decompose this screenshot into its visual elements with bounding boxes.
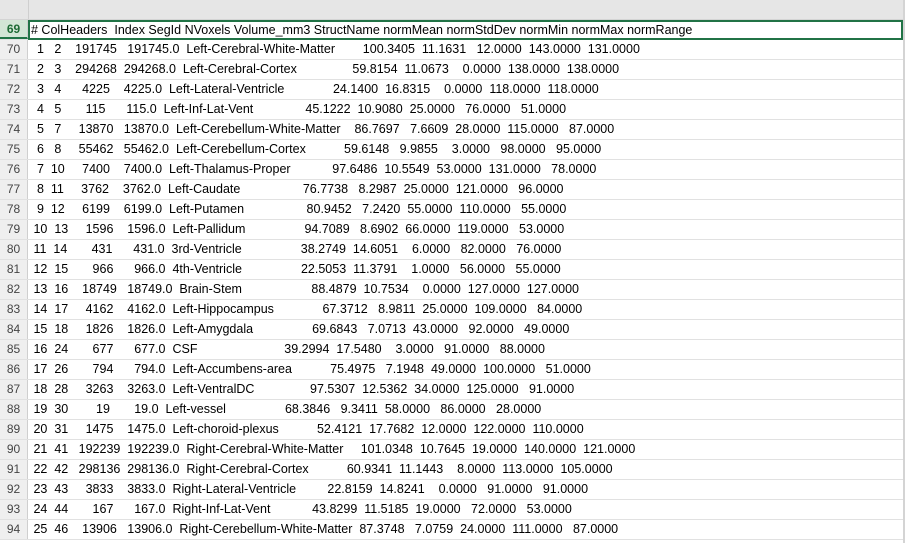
row-header[interactable]: 76 <box>0 160 28 179</box>
row-header[interactable]: 89 <box>0 420 28 439</box>
table-cell[interactable]: 1 2 191745 191745.0 Left-Cerebral-White-Matter 100.3405 11.1631 12.0000 143.0000 131.0000 <box>30 42 640 56</box>
row-header[interactable]: 94 <box>0 520 28 539</box>
column-header-band <box>0 0 905 20</box>
table-row <box>0 480 905 500</box>
table-cell[interactable]: 5 7 13870 13870.0 Left-Cerebellum-White-Matter 86.7697 7.6609 28.0000 115.0000 87.0000 <box>30 122 615 136</box>
table-cell[interactable]: 16 24 677 677.0 CSF 39.2994 17.5480 3.0000 91.0000 88.0000 <box>30 342 545 356</box>
table-cell[interactable]: 18 28 3263 3263.0 Left-VentralDC 97.5307 12.5362 34.0000 125.0000 91.0000 <box>30 382 575 396</box>
table-row <box>0 120 905 140</box>
row-header[interactable]: 69 <box>0 20 28 39</box>
row-header[interactable]: 90 <box>0 440 28 459</box>
table-cell[interactable]: 19 30 19 19.0 Left-vessel 68.3846 9.3411 58.0000 86.0000 28.0000 <box>30 402 542 416</box>
table-row <box>0 100 905 120</box>
table-cell[interactable]: 9 12 6199 6199.0 Left-Putamen 80.9452 7.2420 55.0000 110.0000 55.0000 <box>30 202 567 216</box>
table-row <box>0 80 905 100</box>
table-cell[interactable]: 15 18 1826 1826.0 Left-Amygdala 69.6843 7.0713 43.0000 92.0000 49.0000 <box>30 322 570 336</box>
table-cell[interactable]: 3 4 4225 4225.0 Left-Lateral-Ventricle 24.1400 16.8315 0.0000 118.0000 118.0000 <box>30 82 599 96</box>
table-cell[interactable]: 12 15 966 966.0 4th-Ventricle 22.5053 11.3791 1.0000 56.0000 55.0000 <box>30 262 561 276</box>
table-row <box>0 340 905 360</box>
table-row <box>0 360 905 380</box>
row-header[interactable]: 82 <box>0 280 28 299</box>
column-header-a[interactable] <box>28 0 905 19</box>
table-row <box>0 180 905 200</box>
table-cell[interactable]: 22 42 298136 298136.0 Right-Cerebral-Cortex 60.9341 11.1443 8.0000 113.0000 105.0000 <box>30 462 613 476</box>
row-header[interactable]: 80 <box>0 240 28 259</box>
table-cell[interactable]: 10 13 1596 1596.0 Left-Pallidum 94.7089 8.6902 66.0000 119.0000 53.0000 <box>30 222 565 236</box>
row-header[interactable]: 86 <box>0 360 28 379</box>
row-header[interactable]: 73 <box>0 100 28 119</box>
table-row <box>0 280 905 300</box>
table-cell[interactable]: 7 10 7400 7400.0 Left-Thalamus-Proper 97.6486 10.5549 53.0000 131.0000 78.0000 <box>30 162 597 176</box>
table-cell[interactable]: 2 3 294268 294268.0 Left-Cerebral-Cortex 59.8154 11.0673 0.0000 138.0000 138.0000 <box>30 62 620 76</box>
row-header[interactable]: 79 <box>0 220 28 239</box>
table-cell[interactable]: 14 17 4162 4162.0 Left-Hippocampus 67.3712 8.9811 25.0000 109.0000 84.0000 <box>30 302 583 316</box>
table-cell[interactable]: 13 16 18749 18749.0 Brain-Stem 88.4879 10.7534 0.0000 127.0000 127.0000 <box>30 282 580 296</box>
table-cell[interactable]: 11 14 431 431.0 3rd-Ventricle 38.2749 14.6051 6.0000 82.0000 76.0000 <box>30 242 562 256</box>
table-cell[interactable]: 24 44 167 167.0 Right-Inf-Lat-Vent 43.8299 11.5185 19.0000 72.0000 53.0000 <box>30 502 572 516</box>
row-header[interactable]: 70 <box>0 40 28 59</box>
row-header[interactable]: 81 <box>0 260 28 279</box>
table-cell[interactable]: 23 43 3833 3833.0 Right-Lateral-Ventricle 22.8159 14.8241 0.0000 91.0000 91.0000 <box>30 482 589 496</box>
table-cell[interactable]: 8 11 3762 3762.0 Left-Caudate 76.7738 8.2987 25.0000 121.0000 96.0000 <box>30 182 564 196</box>
row-header[interactable]: 84 <box>0 320 28 339</box>
table-row <box>0 320 905 340</box>
select-all-corner[interactable] <box>0 0 29 19</box>
row-header[interactable]: 71 <box>0 60 28 79</box>
active-cell[interactable]: # ColHeaders Index SegId NVoxels Volume_mm3 StructName normMean normStdDev normMin normMax normRange <box>28 20 903 40</box>
table-row <box>0 200 905 220</box>
row-header[interactable]: 75 <box>0 140 28 159</box>
row-header[interactable]: 83 <box>0 300 28 319</box>
row-header[interactable]: 85 <box>0 340 28 359</box>
row-header[interactable]: 92 <box>0 480 28 499</box>
table-row <box>0 440 905 460</box>
table-row <box>0 20 905 40</box>
table-row <box>0 460 905 480</box>
row-header[interactable]: 88 <box>0 400 28 419</box>
table-row <box>0 500 905 520</box>
row-header[interactable]: 93 <box>0 500 28 519</box>
table-row <box>0 240 905 260</box>
table-row <box>0 40 905 60</box>
table-cell[interactable]: 20 31 1475 1475.0 Left-choroid-plexus 52.4121 17.7682 12.0000 122.0000 110.0000 <box>30 422 584 436</box>
spreadsheet-grid <box>0 20 905 540</box>
table-row <box>0 300 905 320</box>
row-header[interactable]: 77 <box>0 180 28 199</box>
table-row <box>0 380 905 400</box>
row-header[interactable]: 78 <box>0 200 28 219</box>
table-row <box>0 60 905 80</box>
table-row <box>0 400 905 420</box>
table-row <box>0 420 905 440</box>
table-cell[interactable]: 17 26 794 794.0 Left-Accumbens-area 75.4975 7.1948 49.0000 100.0000 51.0000 <box>30 362 591 376</box>
table-row <box>0 160 905 180</box>
table-cell[interactable]: 25 46 13906 13906.0 Right-Cerebellum-White-Matter 87.3748 7.0759 24.0000 111.0000 87.0000 <box>30 522 619 536</box>
table-cell[interactable]: 4 5 115 115.0 Left-Inf-Lat-Vent 45.1222 10.9080 25.0000 76.0000 51.0000 <box>30 102 567 116</box>
table-row <box>0 260 905 280</box>
row-header[interactable]: 74 <box>0 120 28 139</box>
row-header[interactable]: 91 <box>0 460 28 479</box>
row-header[interactable]: 87 <box>0 380 28 399</box>
row-header[interactable]: 72 <box>0 80 28 99</box>
table-row <box>0 220 905 240</box>
table-row <box>0 520 905 540</box>
table-cell[interactable]: 6 8 55462 55462.0 Left-Cerebellum-Cortex 59.6148 9.9855 3.0000 98.0000 95.0000 <box>30 142 602 156</box>
table-row <box>0 140 905 160</box>
table-cell[interactable]: 21 41 192239 192239.0 Right-Cerebral-White-Matter 101.0348 10.7645 19.0000 140.0000 121.0000 <box>30 442 636 456</box>
